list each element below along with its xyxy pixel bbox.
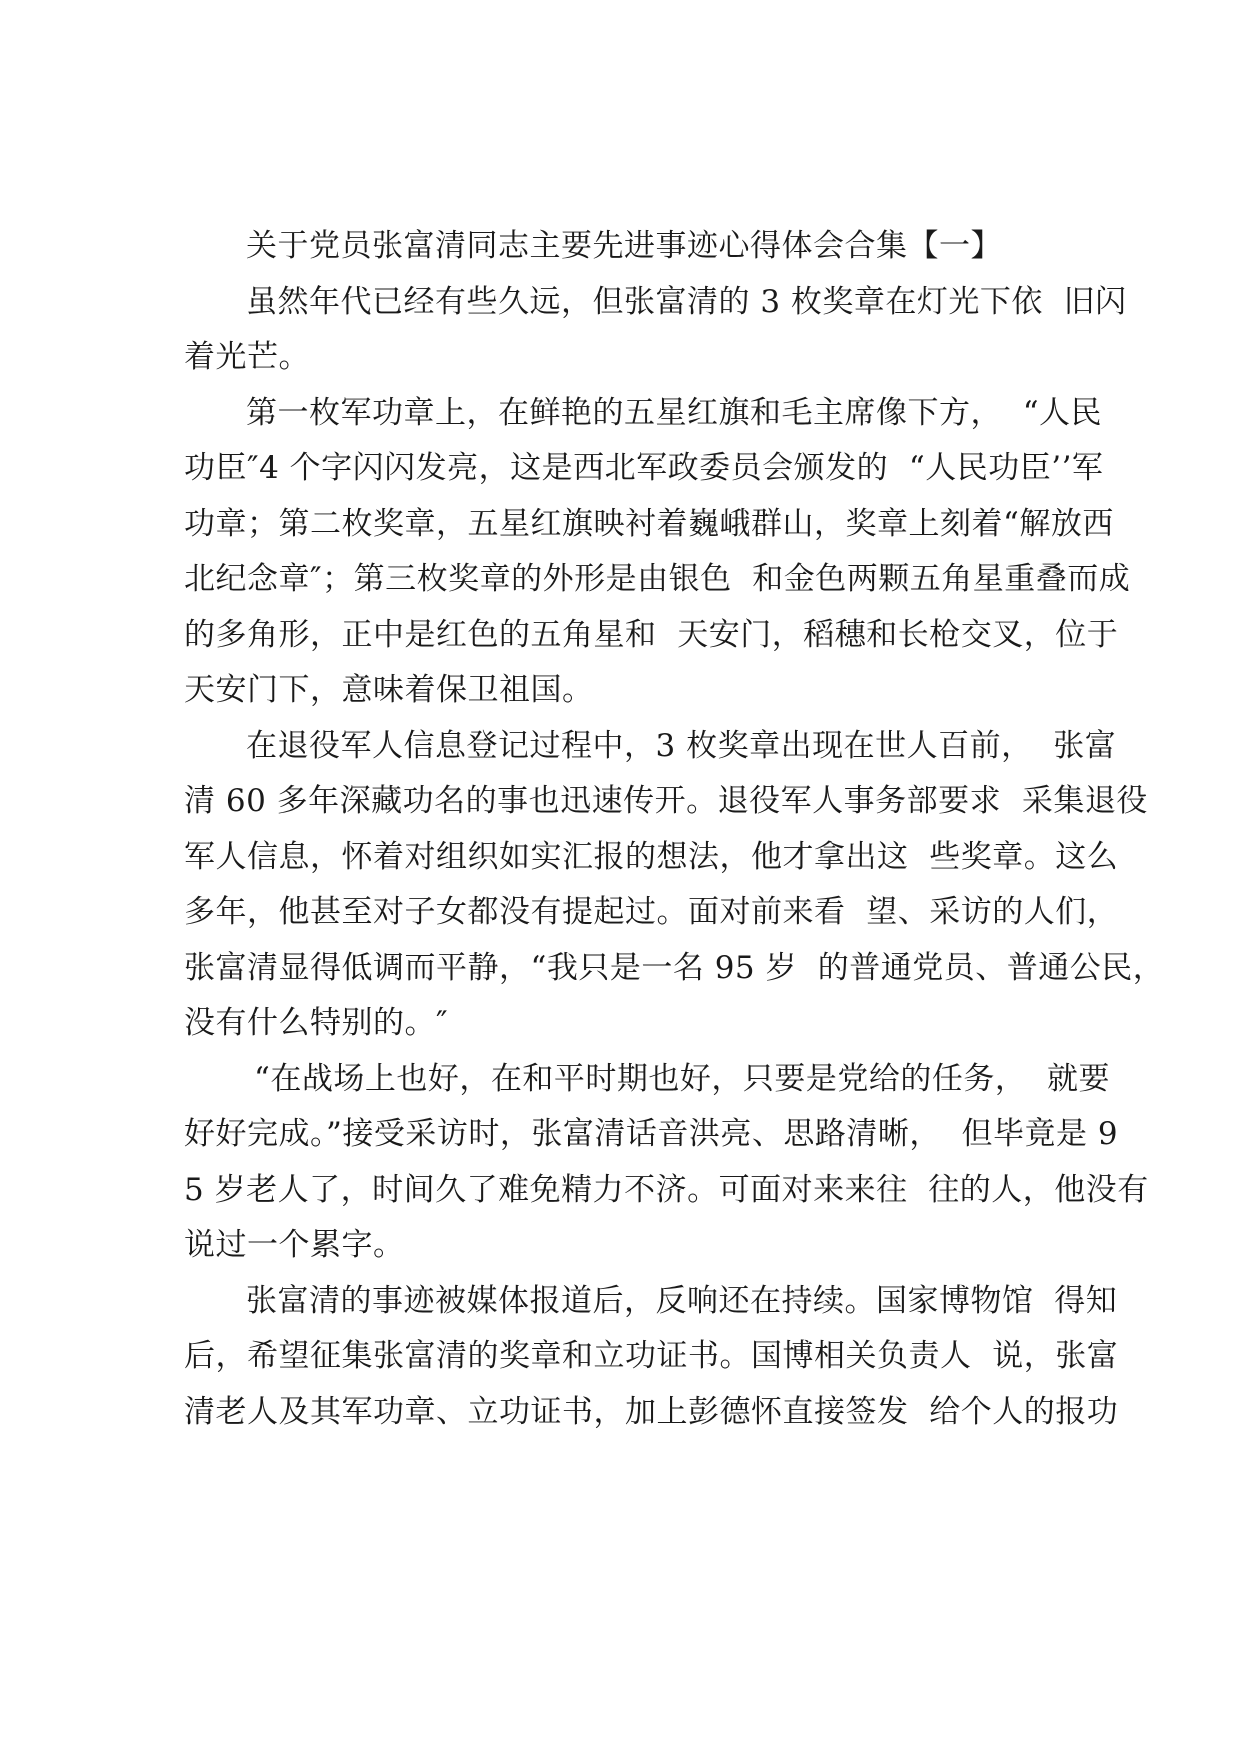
paragraph-line: 的多角形，正中是红色的五角星和 天安门，稻穗和长枪交叉，位于 bbox=[184, 617, 1119, 653]
paragraph-line: 多年，他甚至对子女都没有提起过。面对前来看 望、采访的人们， bbox=[184, 894, 1119, 930]
paragraph-line: 没有什么特别的。″ bbox=[184, 1005, 449, 1041]
paragraph-line: 在退役军人信息登记过程中，3 枚奖章出现在世人百前， 张富 bbox=[246, 728, 1117, 764]
paragraph-line: 军人信息，怀着对组织如实汇报的想法，他才拿出这 些奖章。这么 bbox=[184, 839, 1119, 875]
paragraph-line: 张富清显得低调而平静，“我只是一名 95 岁 的普通党员、普通公民， bbox=[184, 950, 1165, 986]
paragraph-line: 清 60 多年深藏功名的事也迅速传开。退役军人事务部要求 采集退役 bbox=[184, 783, 1148, 819]
paragraph-line: 清老人及其军功章、立功证书，加上彭德怀直接签发 给个人的报功 bbox=[184, 1394, 1119, 1430]
paragraph-line: 天安门下，意味着保卫祖国。 bbox=[184, 672, 594, 708]
paragraph-line: 张富清的事迹被媒体报道后，反响还在持续。国家博物馆 得知 bbox=[246, 1283, 1118, 1319]
paragraph-line: 虽然年代已经有些久远，但张富清的 3 枚奖章在灯光下依 旧闪 bbox=[246, 284, 1127, 320]
paragraph-line: 第一枚军功章上，在鲜艳的五星红旗和毛主席像下方， “人民 bbox=[246, 395, 1103, 431]
document-title: 关于党员张富清同志主要先进事迹心得体会合集【一】 bbox=[246, 228, 1002, 264]
paragraph-line: 着光芒。 bbox=[184, 339, 310, 375]
paragraph-line: 功章；第二枚奖章，五星红旗映衬着巍峨群山，奖章上刻着“解放西 bbox=[184, 506, 1114, 542]
paragraph-line: 北纪念章″；第三枚奖章的外形是由银色 和金色两颗五角星重叠而成 bbox=[184, 561, 1131, 597]
paragraph-line: 5 岁老人了，时间久了难免精力不济。可面对来来往 往的人，他没有 bbox=[184, 1172, 1149, 1208]
paragraph-line: 功臣″4 个字闪闪发亮，这是西北军政委员会颁发的 “人民功臣’’军 bbox=[184, 450, 1104, 486]
paragraph-line: 后，希望征集张富清的奖章和立功证书。国博相关负责人 说，张富 bbox=[184, 1338, 1119, 1374]
paragraph-line: 好好完成。”接受采访时，张富清话音洪亮、思路清晰， 但毕竟是 9 bbox=[184, 1116, 1119, 1152]
paragraph-line: “在战场上也好，在和平时期也好，只要是党给的任务， 就要 bbox=[254, 1061, 1111, 1097]
paragraph-line: 说过一个累字。 bbox=[184, 1227, 405, 1263]
